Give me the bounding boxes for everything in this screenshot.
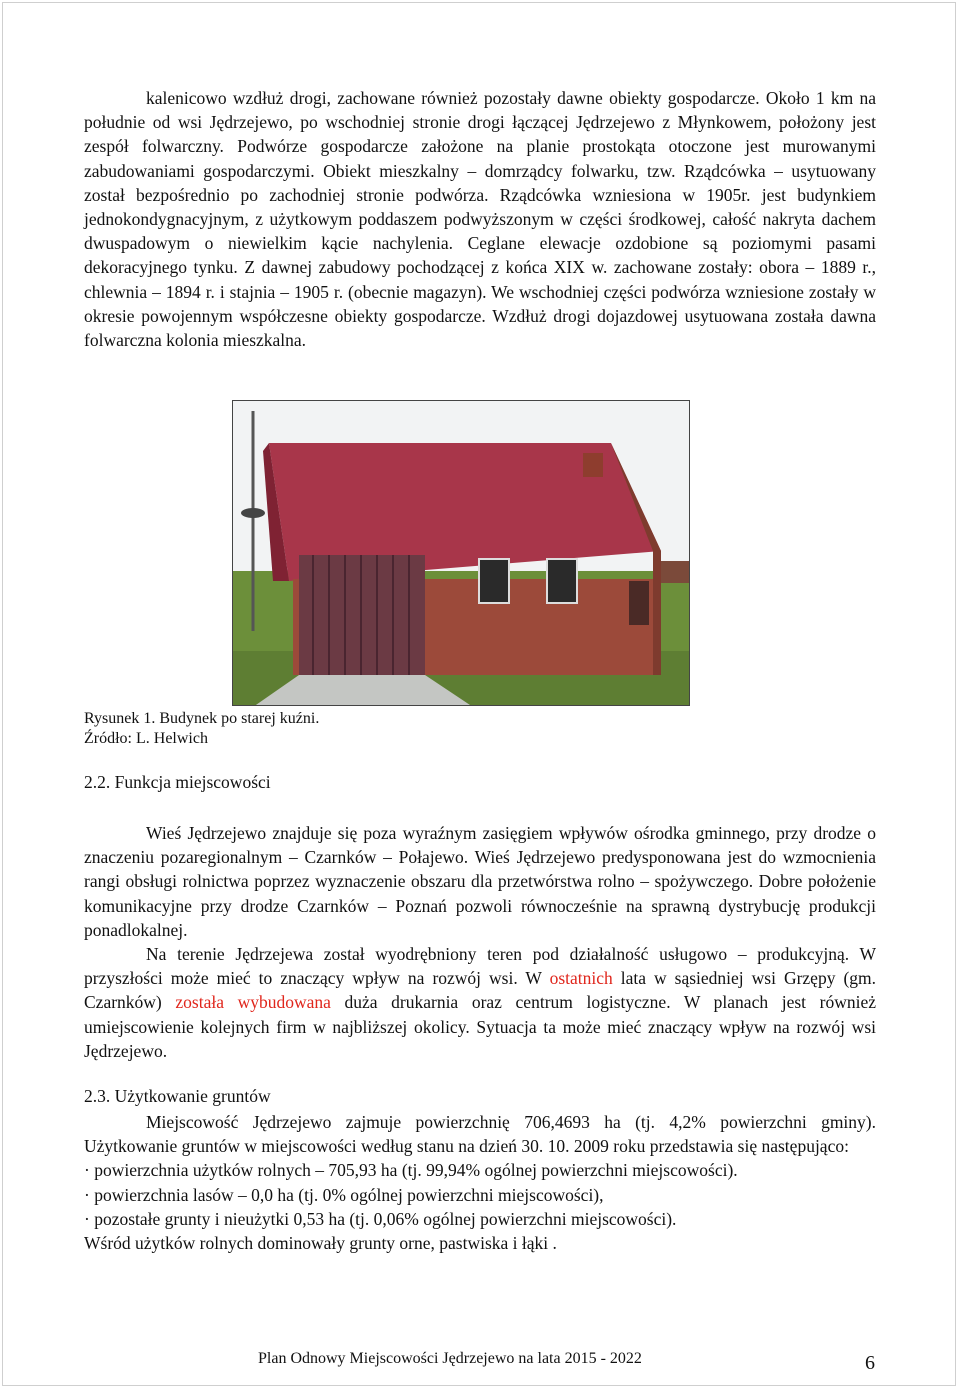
section-2-2-body	[84, 821, 876, 1063]
text-run: Na terenie Jędrzejewa został wyodrębniony teren pod działalność usługowo – produkcyjną. W przyszłości może mieć to znaczący wpływ na rozwój wsi. W	[84, 944, 876, 989]
highlighted-text: została wybudowana	[175, 992, 331, 1013]
figure-caption: Rysunek 1. Budynek po starej kuźni.	[84, 710, 320, 727]
list-item: · powierzchnia lasów – 0,0 ha (tj. 0% ogólnej powierzchni miejscowości),	[84, 1184, 604, 1205]
paragraph-text: Wśród użytków rolnych dominowały grunty orne, pastwiska i łąki .	[84, 1233, 557, 1254]
paragraph-text: kalenicowo wzdłuż drogi, zachowane również pozostały dawne obiekty gospodarcze. Około 1 km na południe od wsi Jędrzejewo, po wschodniej stronie drogi łączącej Jędrzejewo z Młynkowem, położony jest zespół folwarczny. Podwórze gospodarcze założone na planie prostokąta otoczone jest murowanymi zabudowaniami gospodarczymi. Obiekt mieszkalny – domrządcy folwarku, tzw. Rządcówka – usytuowany został bezpośrednio po zachodniej stronie podwórza. Rządcówka wzniesiona w 1905r. jest budynkiem jednokondygnacyjnym, z użytkowym poddaszem podwyższonym w części środkowej, całość nakryta dachem dwuspadowym o niewielkim kącie nachylenia. Ceglane elewacje ozdobione są poziomymi pasami dekoracyjnego tynku. Z dawnej zabudowy pochodzącej z końca XIX w. zachowane zostały: obora – 1889 r., chlewnia – 1894 r. i stajnia – 1905 r. (obecnie magazyn). We wschodniej części podwórza wzniesione zostały w okresie powojennym współczesne obiekty gospodarcze. Wzdłuż drogi dojazdowej usytuowana została dawna folwarczna kolonia mieszkalna.	[84, 88, 876, 351]
text-run: duża drukarnia oraz centrum logistyczne. W planach jest również umiejscowienie kolejnych firm w najbliższej okolicy. Sytuacja ta może mieć znaczący wpływ na rozwój wsi Jędrzejewo.	[84, 992, 876, 1061]
intro-paragraph	[84, 86, 876, 352]
footer-title: Plan Odnowy Miejscowości Jędrzejewo na lata 2015 - 2022	[258, 1350, 642, 1367]
highlighted-text: ostatnich	[549, 968, 613, 989]
building-photo	[232, 400, 690, 706]
old-smithy-photo	[233, 401, 690, 706]
figure-source: Źródło: L. Helwich	[84, 730, 208, 747]
page-number: 6	[865, 1352, 875, 1374]
list-item: · powierzchnia użytków rolnych – 705,93 ha (tj. 99,94% ogólnej powierzchni miejscowości).	[84, 1160, 738, 1181]
paragraph-text: Wieś Jędrzejewo znajduje się poza wyraźnym zasięgiem wpływów ośrodka gminnego, przy drodze o znaczeniu pozaregionalnym – Czarnków – Połajewo. Wieś Jędrzejewo predysponowana jest do wzmocnienia rangi obsługi rolnictwa poprzez wyznaczenie obszaru dla przetwórstwa rolno – spożywczego. Dobre położenie komunikacyjne przy drodze Czarnków – Poznań pozwoli równocześnie na sprawną dystrybucję produkcji ponadlokalnej.	[84, 823, 876, 940]
paragraph-text: Miejscowość Jędrzejewo zajmuje powierzchnię 706,4693 ha (tj. 4,2% powierzchni gminy). Użytkowanie gruntów w miejscowości według stanu na dzień 30. 10. 2009 roku przedstawia się następująco:	[84, 1112, 876, 1157]
section-heading-2-3: 2.3. Użytkowanie gruntów	[84, 1086, 271, 1106]
text-run: lata w sąsiedniej wsi Grzępy (gm. Czarnków)	[84, 968, 877, 1013]
section-2-3-body	[84, 1110, 876, 1255]
list-item: · pozostałe grunty i nieużytki 0,53 ha (tj. 0,06% ogólnej powierzchni miejscowości).	[84, 1208, 677, 1229]
paragraph-text	[84, 942, 876, 1063]
section-heading-2-2: 2.2. Funkcja miejscowości	[84, 772, 271, 792]
